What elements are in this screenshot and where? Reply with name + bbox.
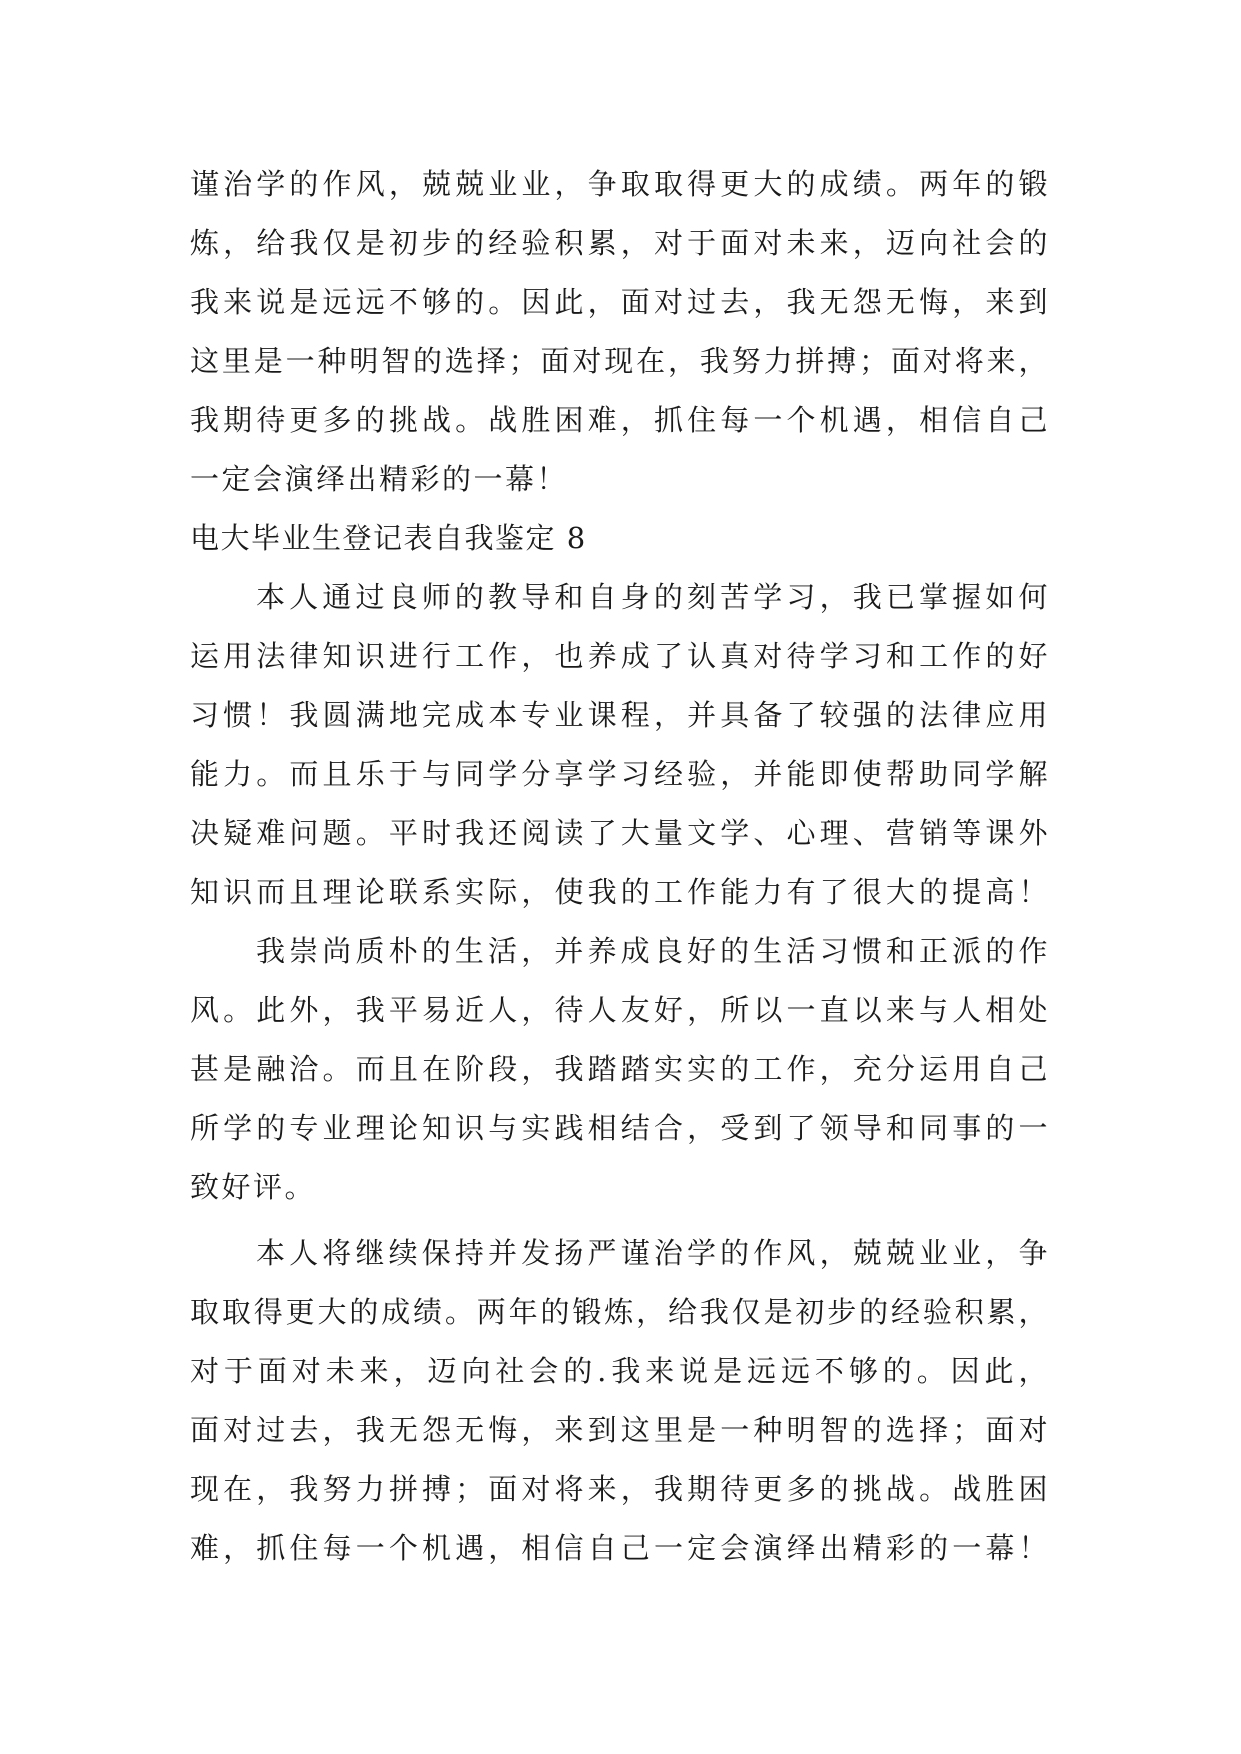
text-line: 本人通过良师的教导和自身的刻苦学习，我已掌握如何 (256, 580, 1050, 614)
text-line: 所学的专业理论知识与实践相结合，受到了领导和同事的一 (190, 1111, 1050, 1145)
text-line: 这里是一种明智的选择；面对现在，我努力拼搏；面对将来， (190, 344, 1050, 378)
text-line: 我期待更多的挑战。战胜困难，抓住每一个机遇，相信自己 (190, 403, 1050, 437)
text-line: 现在，我努力拼搏；面对将来，我期待更多的挑战。战胜困 (190, 1472, 1050, 1506)
text-line: 取取得更大的成绩。两年的锻炼，给我仅是初步的经验积累， (190, 1295, 1050, 1329)
paragraph-1 (190, 568, 1050, 922)
text-line: 甚是融洽。而且在阶段，我踏踏实实的工作，充分运用自己 (190, 1052, 1050, 1086)
text-line: 运用法律知识进行工作，也养成了认真对待学习和工作的好 (190, 639, 1050, 673)
text-line: 致好评。 (190, 1170, 317, 1204)
paragraph-2 (190, 922, 1050, 1217)
text-line: 风。此外，我平易近人，待人友好，所以一直以来与人相处 (190, 993, 1050, 1027)
text-line: 本人将继续保持并发扬严谨治学的作风，兢兢业业，争 (256, 1236, 1050, 1270)
text-line: 知识而且理论联系实际，使我的工作能力有了很大的提高！ (190, 875, 1050, 909)
text-line: 对于面对未来，迈向社会的.我来说是远远不够的。因此， (190, 1354, 1050, 1388)
text-line: 能力。而且乐于与同学分享学习经验，并能即使帮助同学解 (190, 757, 1050, 791)
text-line: 我崇尚质朴的生活，并养成良好的生活习惯和正派的作 (256, 934, 1050, 968)
section-heading: 电大毕业生登记表自我鉴定 8 (190, 521, 587, 555)
document-body (190, 155, 1050, 1578)
text-line: 习惯！我圆满地完成本专业课程，并具备了较强的法律应用 (190, 698, 1050, 732)
text-line: 谨治学的作风，兢兢业业，争取取得更大的成绩。两年的锻 (190, 167, 1050, 201)
text-line: 炼，给我仅是初步的经验积累，对于面对未来，迈向社会的 (190, 226, 1050, 260)
text-line: 面对过去，我无怨无悔，来到这里是一种明智的选择；面对 (190, 1413, 1050, 1447)
text-line: 一定会演绎出精彩的一幕！ (190, 462, 569, 496)
paragraph-3 (190, 1224, 1050, 1578)
text-line: 难，抓住每一个机遇，相信自己一定会演绎出精彩的一幕！ (190, 1531, 1050, 1565)
text-line: 我来说是远远不够的。因此，面对过去，我无怨无悔，来到 (190, 285, 1050, 319)
text-line: 决疑难问题。平时我还阅读了大量文学、心理、营销等课外 (190, 816, 1050, 850)
continuation-paragraph (190, 155, 1050, 509)
